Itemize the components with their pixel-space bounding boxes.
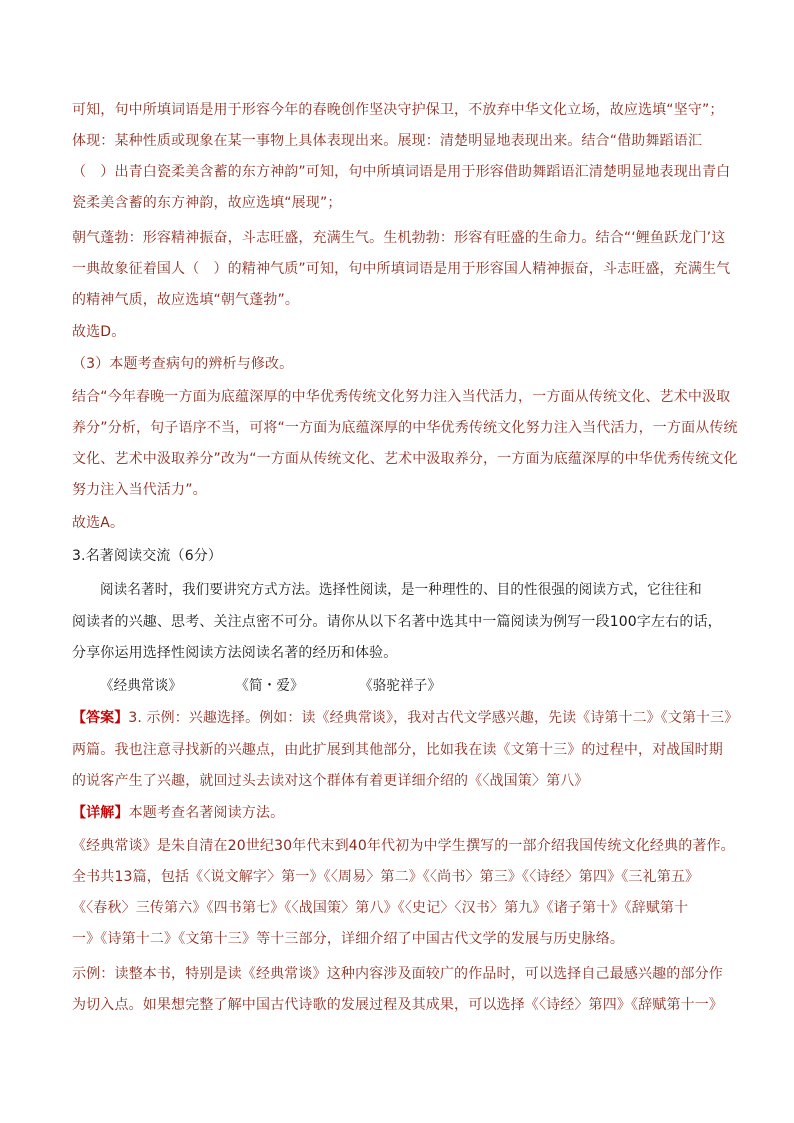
answer-text: 3. 示例：兴趣选择。例如：读《经典常谈》，我对古代文学感兴趣，先读《诗第十二》《文第十三》	[128, 710, 739, 726]
book-title: 《经典常谈》	[100, 678, 183, 694]
text-line: 故选A。	[72, 515, 125, 531]
detail-line: 一》《诗第十二》《文第十三》等十三部分，详细介绍了中国古代文学的发展与历史脉络。	[72, 931, 624, 947]
question-body-line: 分享你运用选择性阅读方法阅读名著的经历和体验。	[72, 645, 398, 661]
text-line: 可知，句中所填词语是用于形容今年的春晚创作坚决守护保卫，不放弃中华文化立场，故应选填“坚守”；	[72, 102, 724, 118]
detail-tag: 【详解】	[72, 805, 129, 821]
detail-line: 为切入点。如果想完整了解中国古代诗歌的发展过程及其成果，可以选择《〈诗经〉第四》《辞赋第十一》	[72, 997, 724, 1013]
text-line: 体现：某种性质或现象在某一事物上具体表现出来。展现：清楚明显地表现出来。结合“借助舞蹈语汇	[72, 133, 702, 149]
text-line: （ ）出青白瓷柔美含蓄的东方神韵”可知，句中所填词语是用于形容借助舞蹈语汇清楚明显地表现出青白	[72, 164, 731, 180]
detail-line: 《〈春秋〉三传第六》《四书第七》《〈战国策〉第八》《〈史记〉〈汉书〉第九》《诸子第十》《辞赋第十	[72, 900, 689, 916]
text-line: 瓷柔美含蓄的东方神韵，故应选填“展现”；	[72, 195, 342, 211]
answer-line: 两篇。我也注意寻找新的兴趣点，由此扩展到其他部分，比如我在读《文第十三》的过程中，对战国时期	[72, 742, 723, 758]
question-body-line: 阅读者的兴趣、思考、关注点密不可分。请你从以下名著中选其中一篇阅读为例写一段100字左右的话，	[72, 614, 722, 630]
text-line: 养分”分析，句子语序不当，可将“一方面为底蕴深厚的中华优秀传统文化努力注入当代活力，一方面从传统	[72, 420, 738, 436]
book-title: 《简・爱》	[235, 678, 304, 694]
text-line: 努力注入当代活力”。	[72, 482, 207, 498]
text-line: （3）本题考查病句的辨析与修改。	[72, 356, 294, 372]
book-title: 《骆驼祥子》	[359, 678, 442, 694]
text-line: 故选D。	[72, 324, 126, 340]
book-list	[100, 676, 738, 696]
detail-line	[72, 803, 732, 823]
question-title: 3.名著阅读交流（6分）	[72, 548, 223, 564]
answer-line: 的说客产生了兴趣，就回过头去读对这个群体有着更详细介绍的《〈战国策〉第八》	[72, 773, 589, 789]
question-body-line: 阅读名著时，我们要讲究方式方法。选择性阅读，是一种理性的、目的性很强的阅读方式，它往往和	[100, 582, 702, 598]
detail-text: 本题考查名著阅读方法。	[128, 805, 285, 821]
detail-line: 示例：读整本书，特别是读《经典常谈》这种内容涉及面较广的作品时，可以选择自己最感兴趣的部分作	[72, 966, 723, 982]
answer-line	[72, 708, 739, 728]
detail-line: 《经典常谈》是朱自清在20世纪30年代末到40年代初为中学生撰写的一部介绍我国传统文化经典的著作。	[72, 838, 735, 854]
text-line: 结合“今年春晚一方面为底蕴深厚的中华优秀传统文化努力注入当代活力，一方面从传统文化、艺术中汲取	[72, 389, 731, 405]
answer-tag: 【答案】	[72, 710, 129, 726]
text-line: 一典故象征着国人（ ）的精神气质”可知，句中所填词语是用于形容国人精神振奋，斗志旺盛，充满生气	[72, 261, 731, 277]
text-line: 的精神气质，故应选填“朝气蓬勃”。	[72, 292, 300, 308]
text-line: 文化、艺术中汲取养分”改为“一方面从传统文化、艺术中汲取养分，一方面为底蕴深厚的中华优秀传统文化	[72, 451, 738, 467]
detail-line: 全书共13篇，包括《〈说文解字〉第一》《〈周易〉第二》《〈尚书〉第三》《〈诗经〉第四》《三礼第五》	[72, 869, 700, 885]
text-line: 朝气蓬勃：形容精神振奋，斗志旺盛，充满生气。生机勃勃：形容有旺盛的生命力。结合“‘鲤鱼跃龙门’这	[72, 230, 726, 246]
